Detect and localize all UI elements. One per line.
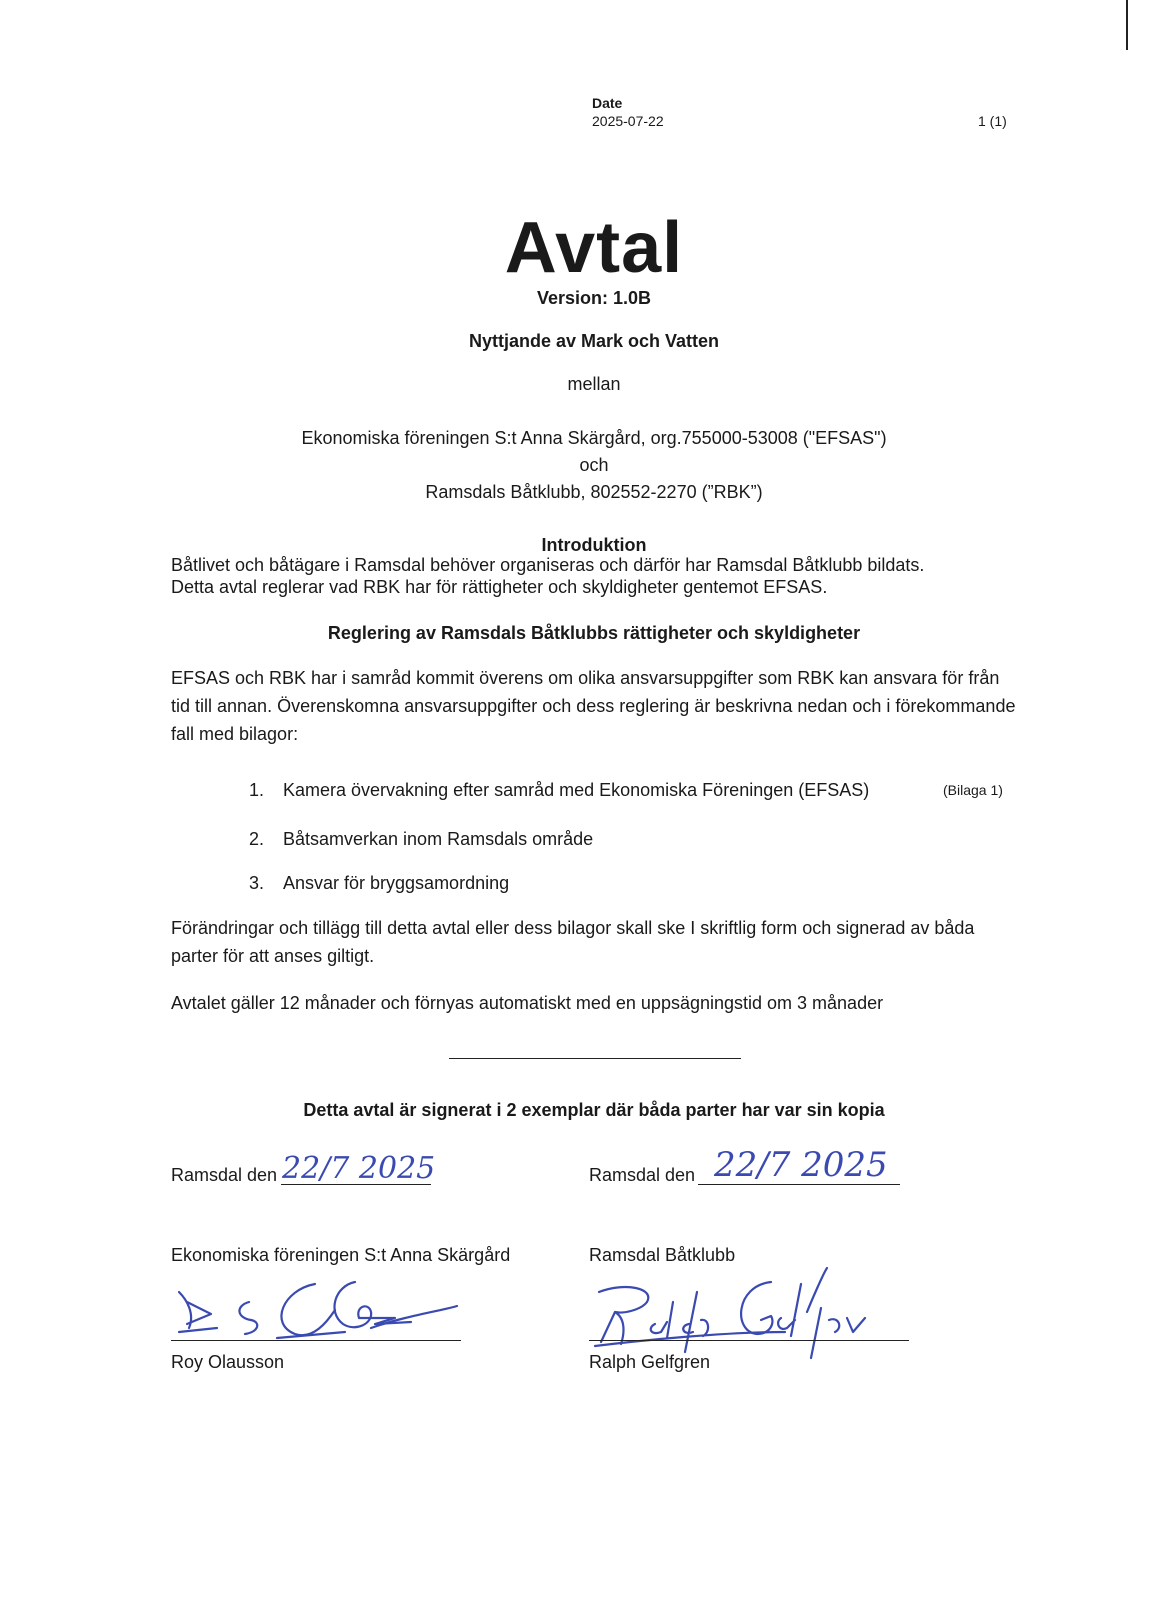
regulation-line-2: tid till annan. Överenskomna ansvarsuppgifter och dess reglering är beskrivna nedan och i förekommande — [171, 696, 1016, 716]
list-item-number: 2. — [249, 829, 265, 849]
left-organization: Ekonomiska föreningen S:t Anna Skärgård — [171, 1245, 511, 1265]
date-value: 2025-07-22 — [592, 113, 664, 129]
right-signer-name: Ralph Gelfgren — [589, 1352, 711, 1372]
right-handwritten-date-text: 22/7 2025 — [714, 1145, 888, 1185]
version-label: Version: 1.0B — [536, 288, 652, 308]
regulation-line-1: EFSAS och RBK har i samråd kommit överens om olika ansvarsuppgifter som RBK kan ansvara för från — [171, 668, 1000, 688]
date-label: Date — [592, 95, 623, 111]
list-item-text: Kamera övervakning efter samråd med Ekonomiska Föreningen (EFSAS) — [283, 780, 870, 800]
left-handwritten-date-text: 22/7 2025 — [282, 1151, 436, 1186]
changes-line-2: parter för att anses giltigt. — [171, 946, 375, 966]
list-item-note: (Bilaga 1) — [943, 782, 1003, 798]
left-signature — [165, 1262, 465, 1347]
list-item-text: Ansvar för bryggsamordning — [283, 873, 510, 893]
party-two: Ramsdals Båtklubb, 802552-2270 (”RBK”) — [425, 482, 763, 502]
right-signature-line — [589, 1340, 909, 1341]
scan-edge-line — [1126, 0, 1128, 50]
left-signature-line — [171, 1340, 461, 1341]
and-word: och — [579, 455, 609, 475]
changes-line-1: Förändringar och tillägg till detta avtal eller dess bilagor skall ske I skriftlig form och signerad av båda — [171, 918, 975, 938]
intro-line-1: Båtlivet och båtägare i Ramsdal behöver organiseras och därför har Ramsdal Båtklubb bildats. — [171, 555, 925, 575]
regulation-heading: Reglering av Ramsdals Båtklubbs rättigheter och skyldigheter — [327, 623, 861, 643]
right-place-label: Ramsdal den — [589, 1165, 696, 1185]
document-subtitle: Nyttjande av Mark och Vatten — [468, 331, 720, 351]
list-item-number: 1. — [249, 780, 265, 800]
between-word: mellan — [567, 374, 621, 394]
left-signer-name: Roy Olausson — [171, 1352, 285, 1372]
party-one: Ekonomiska föreningen S:t Anna Skärgård, org.755000-53008 ("EFSAS") — [301, 428, 887, 448]
page-number: 1 (1) — [978, 113, 1007, 129]
section-divider — [449, 1058, 741, 1059]
intro-heading: Introduktion — [541, 535, 647, 555]
list-item-text: Båtsamverkan inom Ramsdals område — [283, 829, 594, 849]
left-place-label: Ramsdal den — [171, 1165, 278, 1185]
right-handwritten-date — [700, 1138, 930, 1190]
list-item-number: 3. — [249, 873, 265, 893]
right-signature — [585, 1262, 915, 1362]
right-organization: Ramsdal Båtklubb — [589, 1245, 736, 1265]
regulation-line-3: fall med bilagor: — [171, 724, 299, 744]
validity-text: Avtalet gäller 12 månader och förnyas automatiskt med en uppsägningstid om 3 månader — [171, 993, 884, 1013]
intro-line-2: Detta avtal reglerar vad RBK har för rättigheter och skyldigheter gentemot EFSAS. — [171, 577, 828, 597]
document-title: Avtal — [504, 208, 684, 288]
left-handwritten-date — [276, 1140, 436, 1190]
signing-statement: Detta avtal är signerat i 2 exemplar där båda parter har var sin kopia — [303, 1100, 885, 1120]
